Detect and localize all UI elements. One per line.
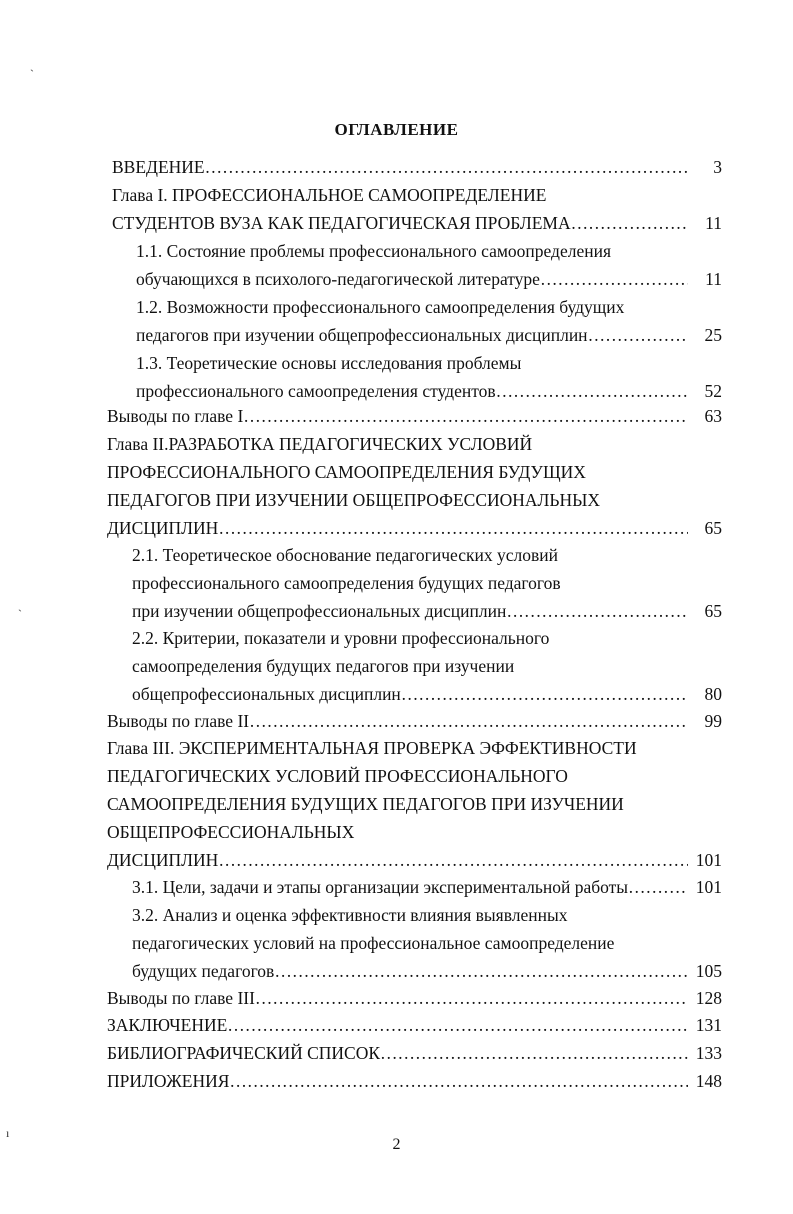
toc-page-number: 105 <box>695 961 722 981</box>
toc-entry-text: ВВЕДЕНИЕ <box>112 157 205 177</box>
toc-page-number: 99 <box>704 711 722 731</box>
toc-entry-text: педагогических условий на профессиональное самоопределение <box>132 933 615 953</box>
toc-entry-text: будущих педагогов <box>132 961 275 981</box>
toc-entry-text: САМООПРЕДЕЛЕНИЯ БУДУЩИХ ПЕДАГОГОВ ПРИ ИЗУЧЕНИИ <box>107 794 624 814</box>
toc-entry-text: Глава III. ЭКСПЕРИМЕНТАЛЬНАЯ ПРОВЕРКА ЭФФЕКТИВНОСТИ <box>107 738 637 758</box>
toc-entry-text: Выводы по главе III <box>107 988 255 1008</box>
toc-entry-text: ПРОФЕССИОНАЛЬНОГО САМООПРЕДЕЛЕНИЯ БУДУЩИХ <box>107 462 586 482</box>
toc-entry-text: ПРИЛОЖЕНИЯ <box>107 1071 230 1091</box>
toc-entry-text: педагогов при изучении общепрофессиональных дисциплин <box>136 325 588 345</box>
toc-entry-text: 2.2. Критерии, показатели и уровни профессионального <box>132 628 550 648</box>
toc-entry[interactable] <box>107 402 688 430</box>
toc-entry[interactable] <box>107 1067 688 1095</box>
toc-page-number: 65 <box>704 601 722 621</box>
toc-entry[interactable] <box>107 984 688 1012</box>
toc-entry-text: 1.1. Состояние проблемы профессионального самоопределения <box>136 241 612 261</box>
toc-entry[interactable] <box>107 430 688 542</box>
page-number: 2 <box>392 1136 401 1153</box>
toc-entry-text: самоопределения будущих педагогов при изучении <box>132 656 515 676</box>
toc-page-number: 101 <box>695 877 722 897</box>
toc-entry-text: БИБЛИОГРАФИЧЕСКИЙ СПИСОК <box>107 1043 381 1063</box>
dot-leader <box>218 514 688 542</box>
scan-speck: ı <box>6 1126 10 1140</box>
page-title: ОГЛАВЛЕНИЕ <box>334 120 459 139</box>
toc-entry[interactable] <box>132 624 688 708</box>
dot-leader <box>249 707 688 735</box>
toc-entry-text: 2.1. Теоретическое обоснование педагогических условий <box>132 545 558 565</box>
toc-entry-text: ПЕДАГОГИЧЕСКИХ УСЛОВИЙ ПРОФЕССИОНАЛЬНОГО <box>107 766 568 786</box>
toc-entry[interactable] <box>132 873 688 901</box>
toc-entry-text: 3.1. Цели, задачи и этапы организации экспериментальной работы <box>132 877 629 897</box>
dot-leader <box>496 377 688 405</box>
toc-page-number: 11 <box>705 213 722 233</box>
toc-entry[interactable] <box>136 349 688 405</box>
toc-entry-text: профессионального самоопределения будущих педагогов <box>132 573 561 593</box>
toc-entry[interactable] <box>107 1011 688 1039</box>
toc-entry-text: СТУДЕНТОВ ВУЗА КАК ПЕДАГОГИЧЕСКАЯ ПРОБЛЕМА <box>112 213 571 233</box>
toc-entry[interactable] <box>107 707 688 735</box>
toc-entry-text: Выводы по главе I <box>107 406 244 426</box>
dot-leader <box>255 984 688 1012</box>
dot-leader <box>227 1011 688 1039</box>
toc-entry-text: Глава I. ПРОФЕССИОНАЛЬНОЕ САМООПРЕДЕЛЕНИЕ <box>112 185 547 205</box>
toc-entry-text: при изучении общепрофессиональных дисциплин <box>132 601 507 621</box>
toc-entry-text: ПЕДАГОГОВ ПРИ ИЗУЧЕНИИ ОБЩЕПРОФЕССИОНАЛЬНЫХ <box>107 490 601 510</box>
toc-page-number: 3 <box>713 157 722 177</box>
toc-page-number: 101 <box>695 850 722 870</box>
toc-entry-text: обучающихся в психолого-педагогической литературе <box>136 269 540 289</box>
toc-page-number: 128 <box>695 988 722 1008</box>
toc-entry-text: 3.2. Анализ и оценка эффективности влияния выявленных <box>132 905 568 925</box>
toc-page-number: 80 <box>704 684 722 704</box>
dot-leader <box>506 597 688 625</box>
toc-entry-text: ОБЩЕПРОФЕССИОНАЛЬНЫХ <box>107 822 355 842</box>
dot-leader <box>401 680 688 708</box>
toc-page-number: 63 <box>704 406 722 426</box>
dot-leader <box>274 957 688 985</box>
toc-entry[interactable] <box>136 293 688 349</box>
toc-entry-text: профессионального самоопределения студентов <box>136 381 496 401</box>
toc-entry[interactable] <box>112 181 688 237</box>
toc-page-number: 25 <box>704 325 722 345</box>
dot-leader <box>243 402 688 430</box>
dot-leader <box>380 1039 688 1067</box>
scan-speck: ˎ <box>18 598 22 612</box>
toc-entry-text: 1.3. Теоретические основы исследования проблемы <box>136 353 522 373</box>
toc-page-number: 148 <box>695 1071 722 1091</box>
toc-entry-text: ЗАКЛЮЧЕНИЕ <box>107 1015 228 1035</box>
toc-entry-text: Выводы по главе II <box>107 711 250 731</box>
toc-page-number: 131 <box>695 1015 722 1035</box>
toc-page-number: 52 <box>704 381 722 401</box>
toc-entry[interactable] <box>132 541 688 625</box>
toc-entry-text: ДИСЦИПЛИН <box>107 850 219 870</box>
dot-leader <box>205 153 688 181</box>
toc-entry-text: общепрофессиональных дисциплин <box>132 684 401 704</box>
toc-page-number: 65 <box>704 518 722 538</box>
toc-entry[interactable] <box>132 901 688 985</box>
dot-leader <box>218 846 688 874</box>
toc-entry-text: Глава II.РАЗРАБОТКА ПЕДАГОГИЧЕСКИХ УСЛОВИЙ <box>107 434 533 454</box>
toc-entry-text: ДИСЦИПЛИН <box>107 518 219 538</box>
toc-entry[interactable] <box>107 1039 688 1067</box>
toc-entry[interactable] <box>107 734 688 874</box>
toc-page-number: 133 <box>695 1043 722 1063</box>
toc-entry-text: 1.2. Возможности профессионального самоопределения будущих <box>136 297 625 317</box>
dot-leader <box>229 1067 688 1095</box>
toc-entry[interactable] <box>112 153 688 181</box>
toc-page-number: 11 <box>705 269 722 289</box>
toc-entry[interactable] <box>136 237 688 293</box>
scan-speck: ˎ <box>30 58 34 72</box>
